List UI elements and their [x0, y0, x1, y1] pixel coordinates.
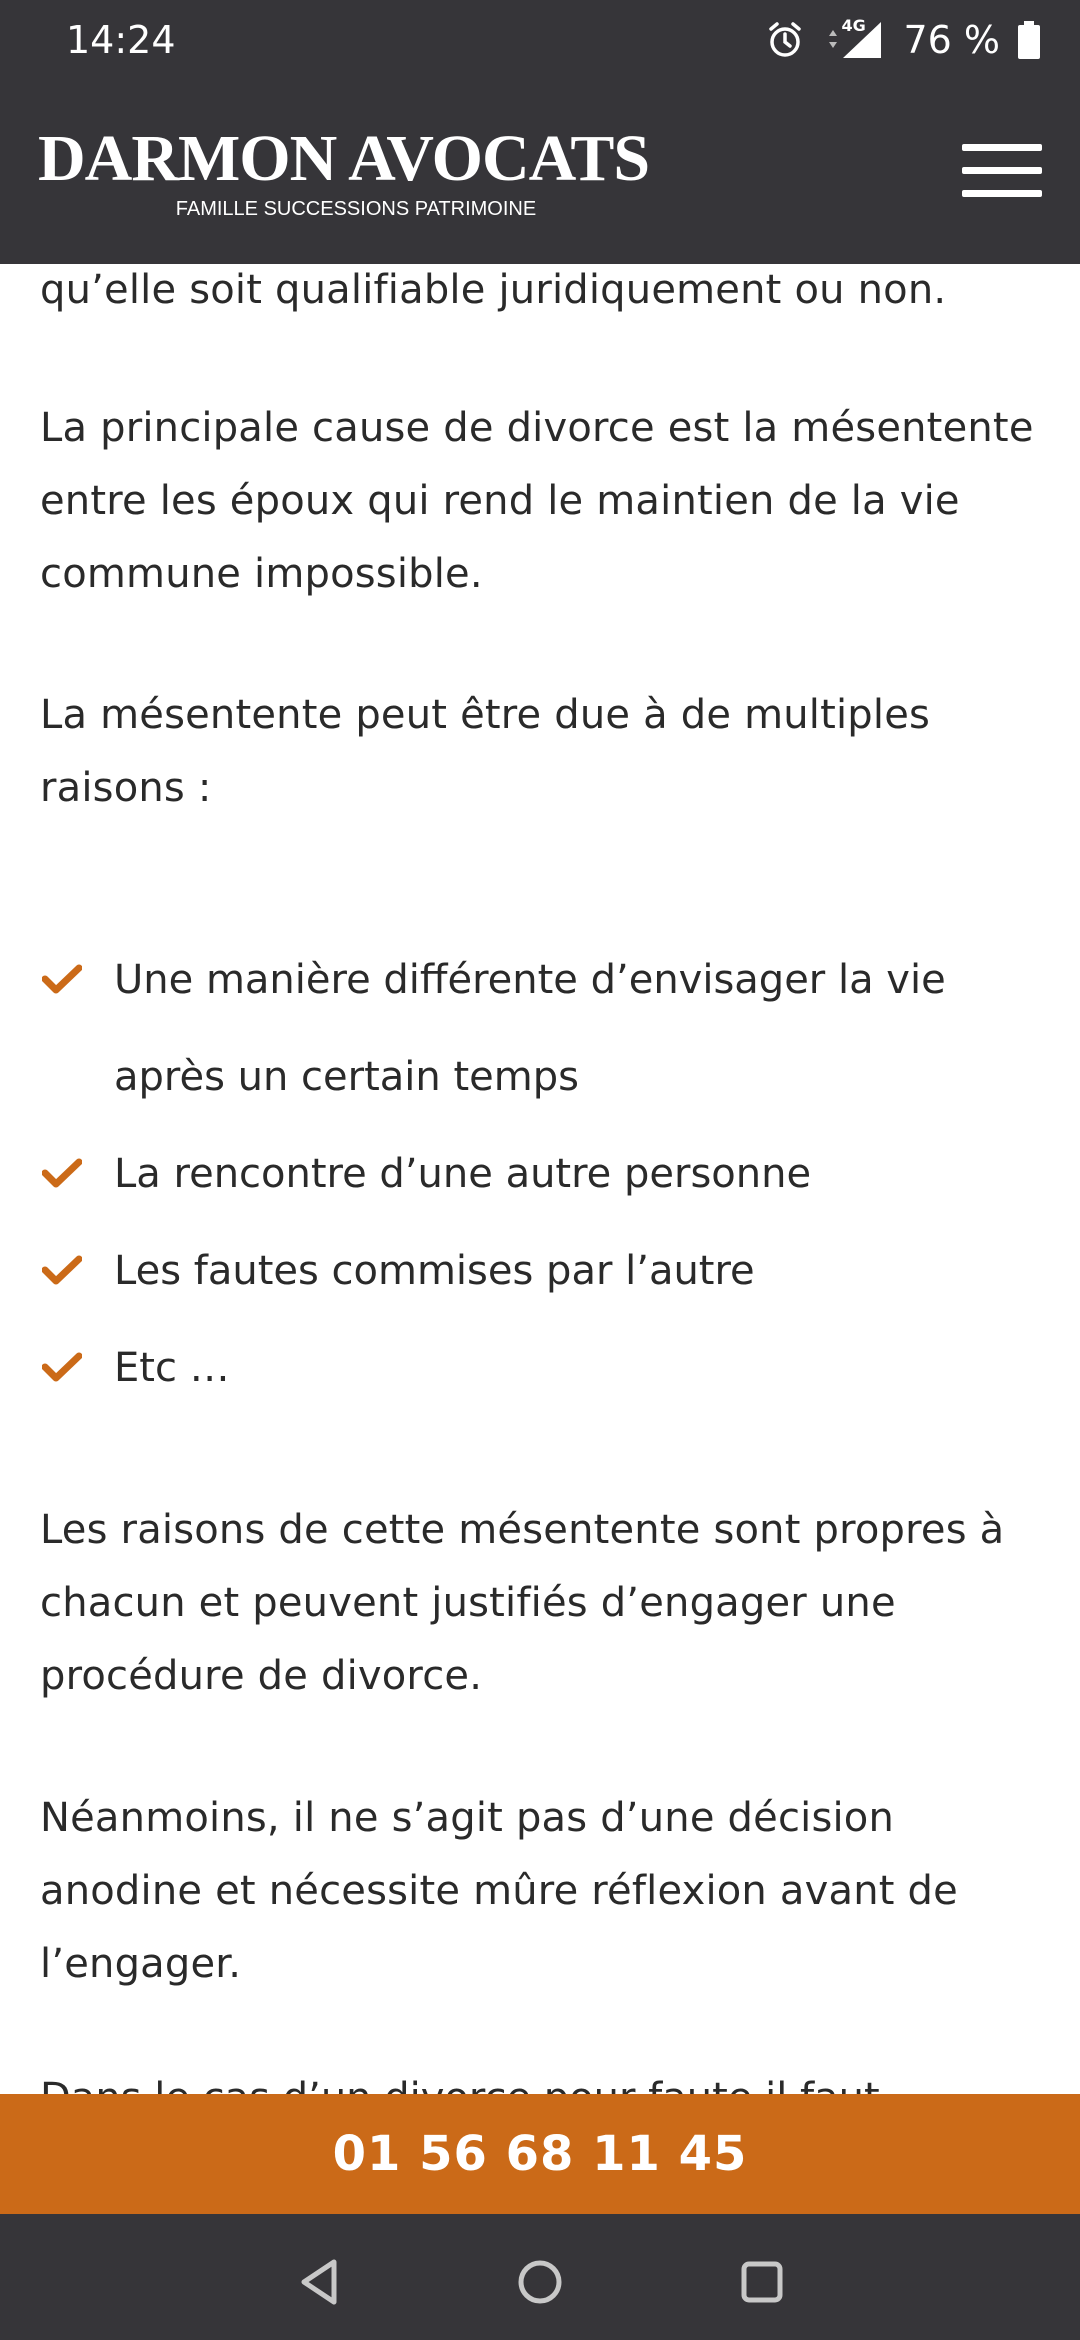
paragraph-line: anodine et nécessite mûre réflexion avant de — [40, 1868, 958, 1914]
paragraph-nevertheless — [40, 1782, 1040, 2001]
paragraph-line: chacun et peuvent justifiés d’engager une — [40, 1580, 896, 1626]
signal-icon — [823, 18, 885, 62]
list-item-text: La rencontre d’une autre personne — [114, 1151, 812, 1197]
list-item-text: Etc … — [114, 1345, 230, 1391]
paragraph-line: Néanmoins, il ne s’agit pas d’une décision — [40, 1795, 895, 1841]
hamburger-menu-icon[interactable] — [962, 144, 1042, 198]
site-header — [0, 80, 1080, 264]
paragraph-intro-end — [40, 254, 1040, 327]
list-item-text: Les fautes commises par l’autre — [114, 1248, 755, 1294]
check-icon — [42, 1158, 82, 1188]
list-item — [40, 1223, 1040, 1320]
paragraph-line: La mésentente peut être due à de multiples — [40, 692, 931, 738]
check-icon — [42, 964, 82, 994]
paragraph-line: entre les époux qui rend le maintien de la vie — [40, 478, 960, 524]
brand-name: DARMON AVOCATS — [38, 122, 650, 195]
status-time: 14:24 — [66, 18, 176, 62]
paragraph-line: commune impossible. — [40, 551, 483, 597]
alarm-icon — [765, 20, 805, 60]
status-icons — [765, 16, 1040, 64]
battery-percent: 76 % — [903, 18, 1000, 62]
paragraph-line: raisons : — [40, 765, 212, 811]
back-triangle-icon[interactable] — [290, 2252, 350, 2312]
call-button[interactable] — [0, 2094, 1080, 2214]
status-bar — [0, 0, 1080, 80]
paragraph-line: procédure de divorce. — [40, 1653, 483, 1699]
paragraph-line: La principale cause de divorce est la mésentente — [40, 405, 1034, 451]
list-item-text: après un certain temps — [114, 1054, 579, 1100]
paragraph-multiple-reasons — [40, 679, 1040, 825]
network-type: 4G — [841, 16, 866, 35]
brand-logo[interactable] — [38, 122, 674, 222]
recents-square-icon[interactable] — [732, 2252, 792, 2312]
list-item — [40, 1320, 1040, 1417]
reasons-list — [40, 932, 1040, 1417]
check-icon — [42, 1352, 82, 1382]
phone-number: 01 56 68 11 45 — [332, 2126, 748, 2182]
paragraph-main-cause — [40, 392, 1040, 611]
paragraph-line: qu’elle soit qualifiable juridiquement ou non. — [40, 267, 947, 313]
brand-tagline: FAMILLE SUCCESSIONS PATRIMOINE — [175, 198, 537, 220]
list-item-text: Une manière différente d’envisager la vie — [114, 957, 946, 1003]
paragraph-line: l’engager. — [40, 1941, 242, 1987]
list-item — [40, 932, 1040, 1126]
paragraph-reasons-own — [40, 1494, 1040, 1713]
list-item — [40, 1126, 1040, 1223]
check-icon — [42, 1255, 82, 1285]
navigation-bar — [0, 2214, 1080, 2340]
paragraph-line: Les raisons de cette mésentente sont propres à — [40, 1507, 1005, 1553]
home-circle-icon[interactable] — [510, 2252, 570, 2312]
battery-icon — [1018, 21, 1040, 59]
